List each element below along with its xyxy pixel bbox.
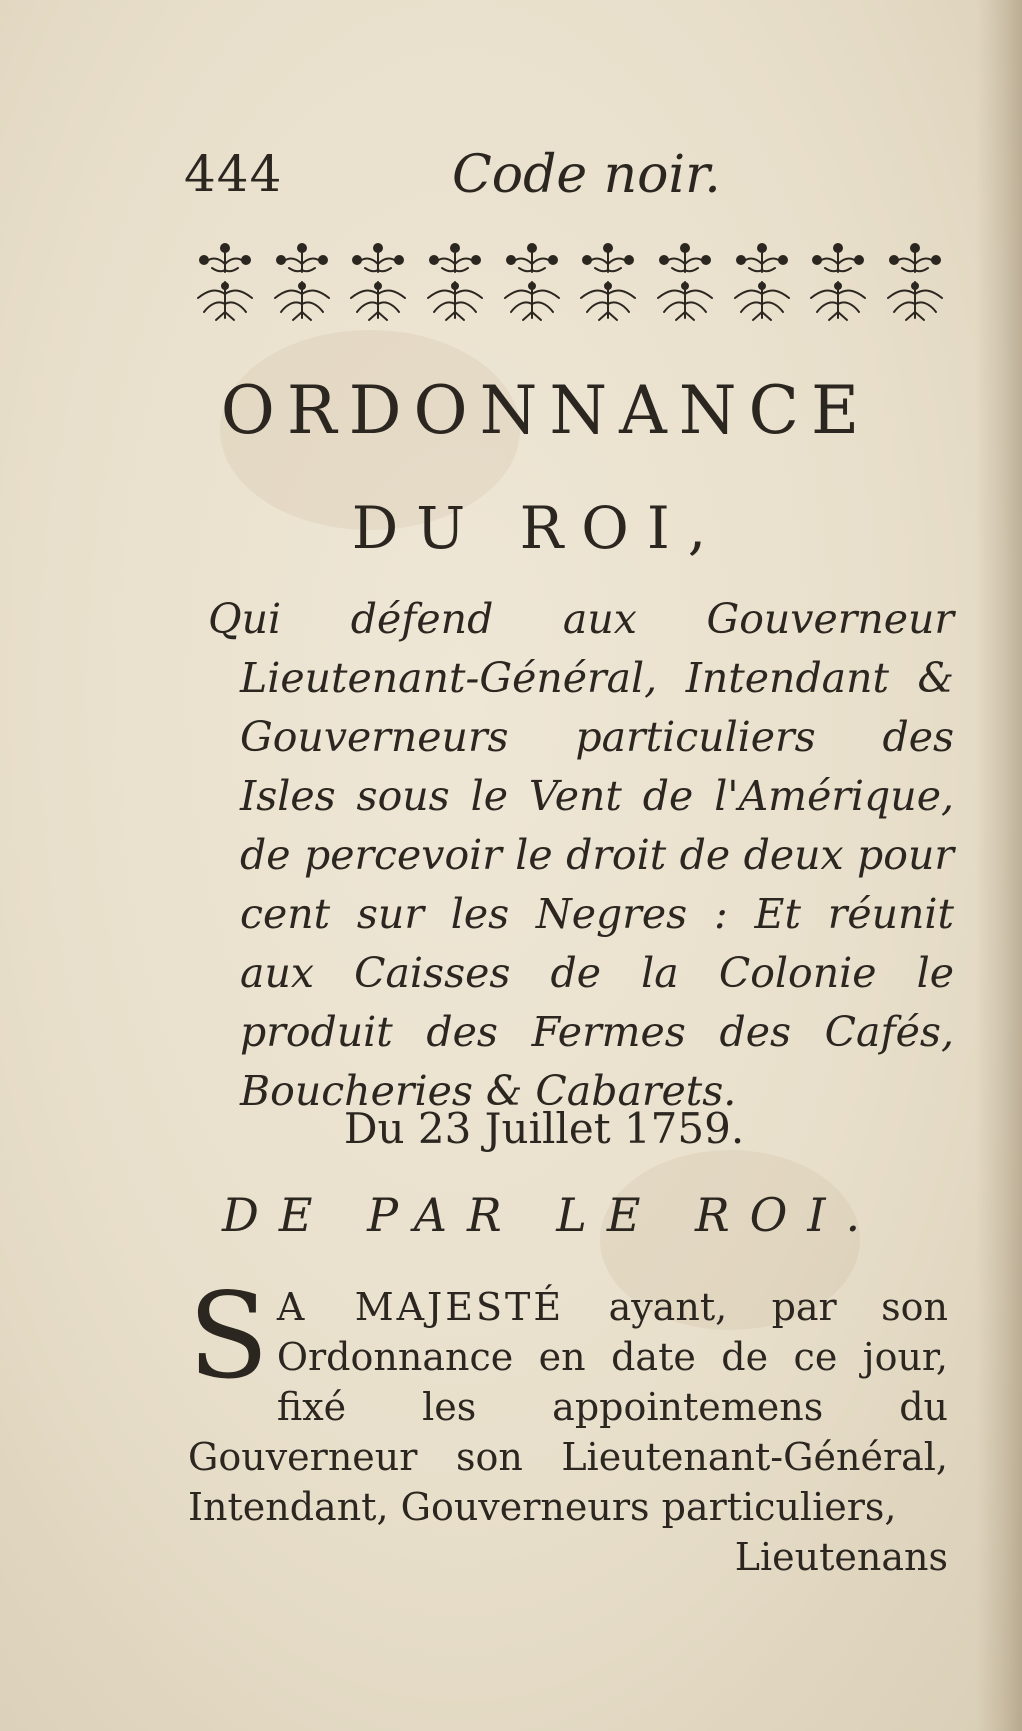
page-number: 444 <box>184 145 283 203</box>
running-title: Code noir. <box>452 145 721 205</box>
fleuron-icon <box>573 238 643 324</box>
fleuron-icon <box>267 238 337 324</box>
body-text: ayant, par son Ordonnance en date de ce jour, fixé les appointemens du Gouverneur son Lieutenant-Général, Intendant, Gouverneurs particuliers, <box>188 1285 948 1529</box>
title-ordonnance: ORDONNANCE <box>220 372 872 449</box>
drop-cap: S <box>188 1267 269 1405</box>
proclamation-heading: DE PAR LE ROI. <box>222 1188 881 1242</box>
catchword: Lieutenans <box>734 1535 948 1579</box>
fleuron-icon <box>880 238 950 324</box>
fleuron-icon <box>650 238 720 324</box>
fleuron-icon <box>420 238 490 324</box>
page-gutter-shadow <box>976 0 1022 1731</box>
body-paragraph <box>188 1267 948 1582</box>
ordinance-date: Du 23 Juillet 1759. <box>343 1104 745 1153</box>
fleuron-icon <box>190 238 260 324</box>
fleuron-icon <box>727 238 797 324</box>
small-caps-opening: A MAJESTÉ <box>276 1285 565 1329</box>
fleuron-ornament-band <box>190 238 950 324</box>
ordinance-summary: Qui défend aux Gouverneur Lieutenant-Général, Intendant & Gouverneurs particuliers des Isles sous le Vent de l'Amérique, de percevoir le droit de deux pour cent sur les Negres : Et réunit aux Caisses de la Colonie le produit des Fermes des Cafés, Boucheries & Cabarets. <box>208 595 954 1115</box>
fleuron-icon <box>803 238 873 324</box>
fleuron-icon <box>497 238 567 324</box>
running-header <box>0 145 1022 215</box>
fleuron-icon <box>343 238 413 324</box>
title-du-roi: DU ROI, <box>351 494 725 562</box>
